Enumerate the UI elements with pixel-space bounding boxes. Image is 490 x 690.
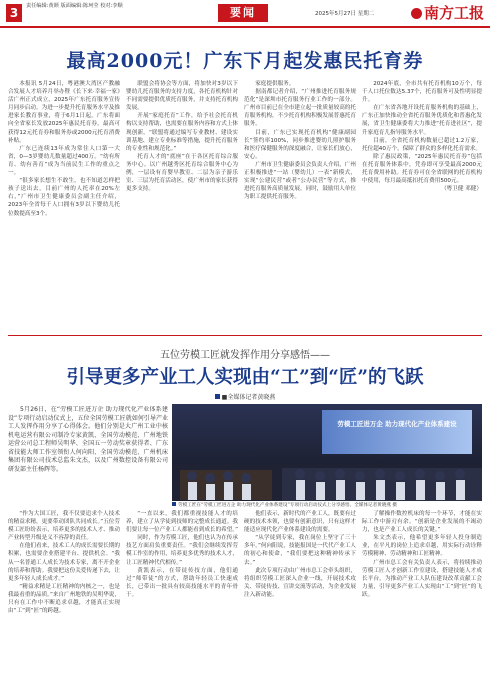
event-photo-illustration — [172, 404, 482, 501]
lead-paragraph: 5月26日，在“劳模工匠进万企 助力现代化产业体系建设”专项行动启动仪式上，五位全国劳模工匠就如何引导产业工人发挥作用分享了心得体会。他们分别是大广州工业中核机电运营有限公司制冷专家黄凯、全国劳动模范、广州地铁运营公司总工程师吴明华、全国五一劳动奖章获得者、广东省技能大师工作室领衔人何向阳、全国劳动模范、广州机床集团有限公司技术总监朱文杰，以及广州数控设备有限公司研发部主任杨辉等。 — [8, 406, 168, 473]
paragraph: “一直以来，我们都重视技能人才的培养，建立了从学徒到技师的完整成长通道。我们要让每一位产业工人都能看到成长的希望。” — [126, 511, 238, 534]
paragraph: 此次专项行动由广州市总工会牵头组织，将组织劳模工匠深入企业一线，开展技术攻关、带徒传技、宣讲交流等活动，为企业发展注入新动能。 — [244, 567, 356, 598]
paragraph: 在广东省各地开设托育服务机构的基础上，广东正加快推动全省托育服务优质化和普惠化发展，省卫生健康委将大力推进“托育进社区”，提升家庭育儿指导服务水平。 — [362, 105, 482, 136]
caption-marker-icon — [172, 502, 176, 506]
brand-logo-icon — [411, 8, 422, 19]
paragraph: 了解操作数控机床的每一个环节，才能在实际工作中游刃有余。“创新是企业发展的不竭动力，也是产业工人成长的关键。” — [362, 511, 482, 534]
stage-screen-text: 劳模工匠进万企 助力现代化产业体系建设 — [337, 420, 457, 428]
byline-text: ■全媒体记者黄晓燕 — [221, 394, 276, 401]
story-divider — [8, 335, 482, 336]
paragraph: 广州市总工会有关负责人表示，将持续推动劳模工匠人才创新工作室建设，搭建技能人才成长平台，为推动产业工人队伍建设改革贡献工会力量，引导更多产业工人实现由“工”到“匠”的飞跃。 — [362, 559, 482, 598]
story2-kicker: 五位劳模工匠就发挥作用分享感悟—— — [160, 350, 330, 361]
paragraph: 朱文杰表示，他希望更多年轻人投身制造业，在平凡的岗位上追求卓越，用实际行动诠释劳模精神、劳动精神和工匠精神。 — [362, 535, 482, 558]
story2-column-3 — [244, 510, 356, 686]
page-number: 3 — [6, 4, 22, 22]
story2-column-2 — [126, 510, 238, 686]
paragraph: 除了惠民政策，“2025年惠民托育券”包括在托育服务体系中，凭券即可享受最高2000元托育费用补助。托育券可在全省联网的托育机构中使用，每月最高抵扣托育费用500元。 — [362, 153, 482, 185]
issue-date: 2025年5月27日 星期二 — [315, 11, 375, 17]
paragraph: 黄凯表示，在带徒传技方面，他们通过“师带徒”的方式，帮助年轻员工快速成长，已带出一批具有较高技能水平的青年骨干。 — [126, 567, 238, 598]
brand-name: 南方工报 — [423, 4, 484, 22]
paragraph: 他们表示，新时代的产业工人，既要有过硬的技术本领，也要有创新意识，只有这样才能适应现代化产业体系建设的需要。 — [244, 511, 356, 534]
stage-screen — [322, 410, 472, 454]
story1-column-3 — [244, 80, 356, 332]
paragraph: 广州市卫生健康委员会负责人介绍，广州正积极推进“一站（婴幼儿）一表”新模式，实现“公建民营”或者“公办民营”等方式，推进托育服务高质量发展。同时，鼓励用人单位为职工提供托育服务。 — [244, 161, 356, 201]
masthead — [0, 0, 490, 28]
paragraph: 托育人才的“底座”在于各区托育综合服务中心。以广州越秀区托育综合服务中心为例，一层设有育婴早教室、二层为亲子游乐室、三层为托育活动区，使广州市的家长获得更多支持。 — [126, 153, 238, 193]
paragraph: “很多家长想生不敢生，也不知道怎样把孩子送出去，目前广州的人托率在20%左右，”广州市卫生健康委员会副主任介绍，2023年全省每千人口拥有3岁以下婴幼儿托位数提高至3个。 — [8, 178, 120, 217]
section-label: 要闻 — [218, 4, 268, 22]
story1-column-4 — [362, 80, 482, 332]
story2-headline: 引导更多产业工人实现由“工”到“匠”的飞跃 — [66, 367, 424, 388]
story2-column-4 — [362, 510, 482, 686]
story2-column-1 — [8, 510, 120, 686]
paragraph: 同时，作为劳模工匠，他们也认为在传承技艺方面肩负重要责任。“我们会继续发挥劳模工作室的作用，培养更多优秀的技术人才，让工匠精神代代相传。” — [126, 535, 238, 566]
paragraph: 据南都记者介绍，“广州推进托育服务规范化”是深圳市托育服务行业工作的一部分。广州市目前已在全市建立起一批质量较高的托育服务机构，不少托育机构积极发展普惠托育服务。 — [244, 89, 356, 128]
paragraph: 2024年底，全市共有托育机构10万个，每千人口托位数达5.37个，托育服务可及性明显提升。 — [362, 81, 482, 104]
paragraph: 目前，全省托育机构数量已超过1.2万家，托位超40万个，保障了群众的多样化托育需求。 — [362, 137, 482, 152]
paragraph: 联盟会将协会等方面，将加快对3岁以下婴幼儿托育服务的支持力度，各托育机构针对不同需要提供优质托育服务，并支持托育机构发展。 — [126, 81, 238, 112]
story1-credit: （粤卫健 邓健） — [441, 186, 482, 193]
paragraph: 目前，广东已实现托育机构“健康副园长”签约率100%，同步推进婴幼儿照护服务和医疗保健服务的深度融合，让家长们放心，安心。 — [244, 129, 356, 160]
caption-text: 劳模工匠在“劳模工匠进万企 助力现代化产业体系建设”专项行动启动仪式上分享感悟。全媒体记者黄晓燕 摄 — [178, 503, 397, 508]
story2-lead — [8, 406, 168, 502]
story1-column-2 — [126, 80, 238, 332]
paragraph: 家庭提供服务。 — [255, 81, 295, 87]
newspaper-brand — [411, 2, 484, 23]
paragraph: 开展“家庭托育”工作，给予社会托育机构以支持帮助，也需要在服务内容和方式上体现创新。“联盟将通过编写专业教材、建设实训基地、建立专业标准等措施，提升托育服务的专业性和规范化。” — [126, 113, 238, 152]
event-photo — [172, 404, 482, 501]
paragraph: “作为大国工匠，我不仅要追求个人技术的精益求精，更要带动团队共同成长。”五位劳模工匠纷纷表示，培养更多的技术人才、推动产业转型升级是义不容辞的责任。 — [8, 511, 120, 542]
paragraph: 本报讯 5月24日，粤港澳大湾区产教融合发展人才培养月举办暨《长下来·幸福一家》活广州正式成立，2025年广东托育服务宣传月同步启动。为进一步提升托育服务水平及推进家长教育事业，将于6月1日起，广东将面向全省家长发放2025年惠民托育券，最高可获得12元托育券和服务券或2000元托育消费补贴。 — [8, 81, 120, 144]
paragraph: “精益求精是工匠精神的内核之一，也是我最看重的品质。”来自广州地铁的吴明华说，只有在工作中不断追求卓越，才能真正实现由“工”到“匠”的跨越。 — [8, 583, 120, 615]
story1-column-1 — [8, 80, 120, 332]
story1-headline: 最高2000元！广东下月起发惠民托育券 — [66, 50, 424, 72]
photo-caption — [172, 502, 482, 509]
story2-byline — [0, 392, 490, 401]
byline-marker-icon — [215, 394, 220, 399]
editor-credits: 责任编辑:黄颜 版面编辑:陈珂莹 校对:李顺 — [26, 3, 123, 9]
paragraph: “从学徒到专家，我在岗位上坚守了三十多年。”何向阳说，技能报国是一代代产业工人的初心和使命，“我们要把这种精神传承下去。” — [244, 535, 356, 566]
paragraph: 广东已连续13年成为常住人口第一大省，0—3岁婴幼儿数量超过400万。“幼有所育、幼有善育”成为当前民生工作的重点之一。 — [8, 145, 120, 177]
paragraph: 在他们看来，技术工人的成长需要长期的积累，也需要企业搭建平台、提供机会。“我从一名普通工人成长为技术专家，离不开企业的培养和帮助。我要把这份关爱传递下去，让更多年轻人成长成才。” — [8, 543, 120, 582]
